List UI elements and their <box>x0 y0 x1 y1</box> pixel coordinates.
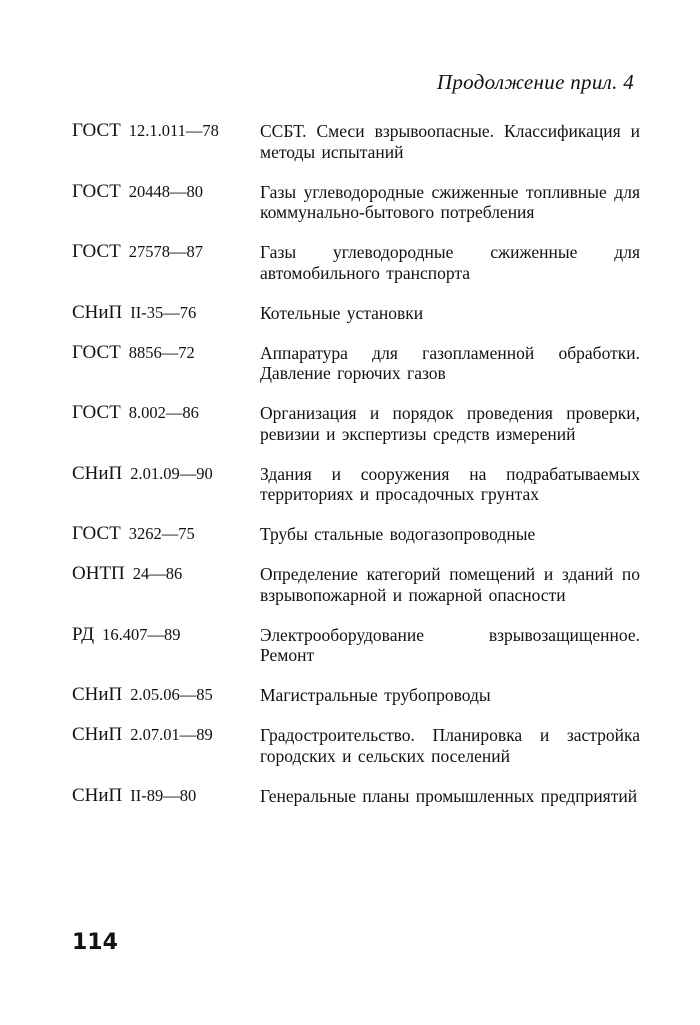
page-header: Продолжение прил. 4 <box>436 70 634 94</box>
document-title: Магистральные трубопроводы <box>260 685 491 705</box>
document-code <box>72 564 260 584</box>
document-title: Градостроительство. Планировка и застройка городских и сельских поселений <box>260 725 640 766</box>
reference-entry <box>72 242 640 283</box>
code-prefix: ГОСТ <box>72 180 121 202</box>
document-code <box>72 242 260 262</box>
code-prefix: ОНТП <box>72 563 125 584</box>
code-prefix: ГОСТ <box>72 241 121 262</box>
document-code <box>72 725 260 745</box>
code-number: 20448—80 <box>128 181 203 201</box>
document-code <box>72 625 260 645</box>
reference-entry <box>72 343 640 384</box>
reference-entry <box>72 303 640 324</box>
code-number: 2.01.09—90 <box>130 463 213 483</box>
code-number: 2.07.01—89 <box>130 725 213 744</box>
code-prefix: СНиП <box>72 684 123 705</box>
code-prefix: ГОСТ <box>72 341 121 363</box>
reference-entry <box>72 564 640 605</box>
document-title: ССБТ. Смеси взрывоопасные. Классификация и методы испытаний <box>260 121 640 162</box>
code-number: II-89—80 <box>130 785 197 805</box>
document-title: Аппаратура для газопламенной обработки. Давление горючих газов <box>260 342 640 383</box>
document-code <box>72 303 260 323</box>
reference-entry <box>72 121 640 162</box>
document-title: Определение категорий помещений и зданий по взрывопожарной и пожарной опасности <box>260 564 640 605</box>
document-title: Газы углеводородные сжиженные топливные для коммунально-бытового потребления <box>260 181 640 222</box>
document-code <box>72 403 260 423</box>
reference-entry <box>72 786 640 807</box>
document-title: Трубы стальные водогазопроводные <box>260 524 536 544</box>
code-number: 12.1.011—78 <box>128 121 219 140</box>
reference-list <box>72 121 640 826</box>
reference-entry <box>72 685 640 706</box>
reference-entry <box>72 182 640 223</box>
document-title: Организация и порядок проведения проверки, ревизии и экспертизы средств измерений <box>260 403 640 444</box>
code-number: 8856—72 <box>128 342 195 362</box>
reference-entry <box>72 625 640 666</box>
reference-entry <box>72 403 640 444</box>
document-code <box>72 685 260 705</box>
page-number: 114 <box>72 930 118 955</box>
document-title: Электрооборудование взрывозащищенное. Ремонт <box>260 624 640 665</box>
document-code <box>72 464 260 484</box>
code-prefix: СНиП <box>72 724 123 745</box>
code-prefix: СНиП <box>72 301 123 323</box>
document-code <box>72 121 260 141</box>
code-prefix: ГОСТ <box>72 402 121 423</box>
code-prefix: СНиП <box>72 784 123 806</box>
document-title: Газы углеводородные сжиженные для автомобильного транспорта <box>260 242 640 283</box>
code-prefix: РД <box>72 623 95 645</box>
reference-entry <box>72 725 640 766</box>
code-number: 24—86 <box>132 564 183 583</box>
code-number: 16.407—89 <box>102 624 181 644</box>
document-code <box>72 524 260 544</box>
code-number: 2.05.06—85 <box>130 685 213 704</box>
document-title: Котельные установки <box>260 302 424 323</box>
document-code <box>72 182 260 202</box>
code-number: 27578—87 <box>128 242 203 261</box>
document-code <box>72 343 260 363</box>
code-number: 3262—75 <box>128 524 195 543</box>
code-number: 8.002—86 <box>128 403 199 422</box>
code-prefix: ГОСТ <box>72 523 121 544</box>
reference-entry <box>72 524 640 545</box>
code-number: II-35—76 <box>130 302 197 322</box>
reference-entry <box>72 464 640 505</box>
document-title: Генеральные планы промышленных предприятий <box>260 785 638 806</box>
document-code <box>72 786 260 806</box>
code-prefix: СНиП <box>72 462 123 484</box>
code-prefix: ГОСТ <box>72 120 121 141</box>
document-title: Здания и сооружения на подрабатываемых территориях и просадочных грунтах <box>260 463 640 504</box>
